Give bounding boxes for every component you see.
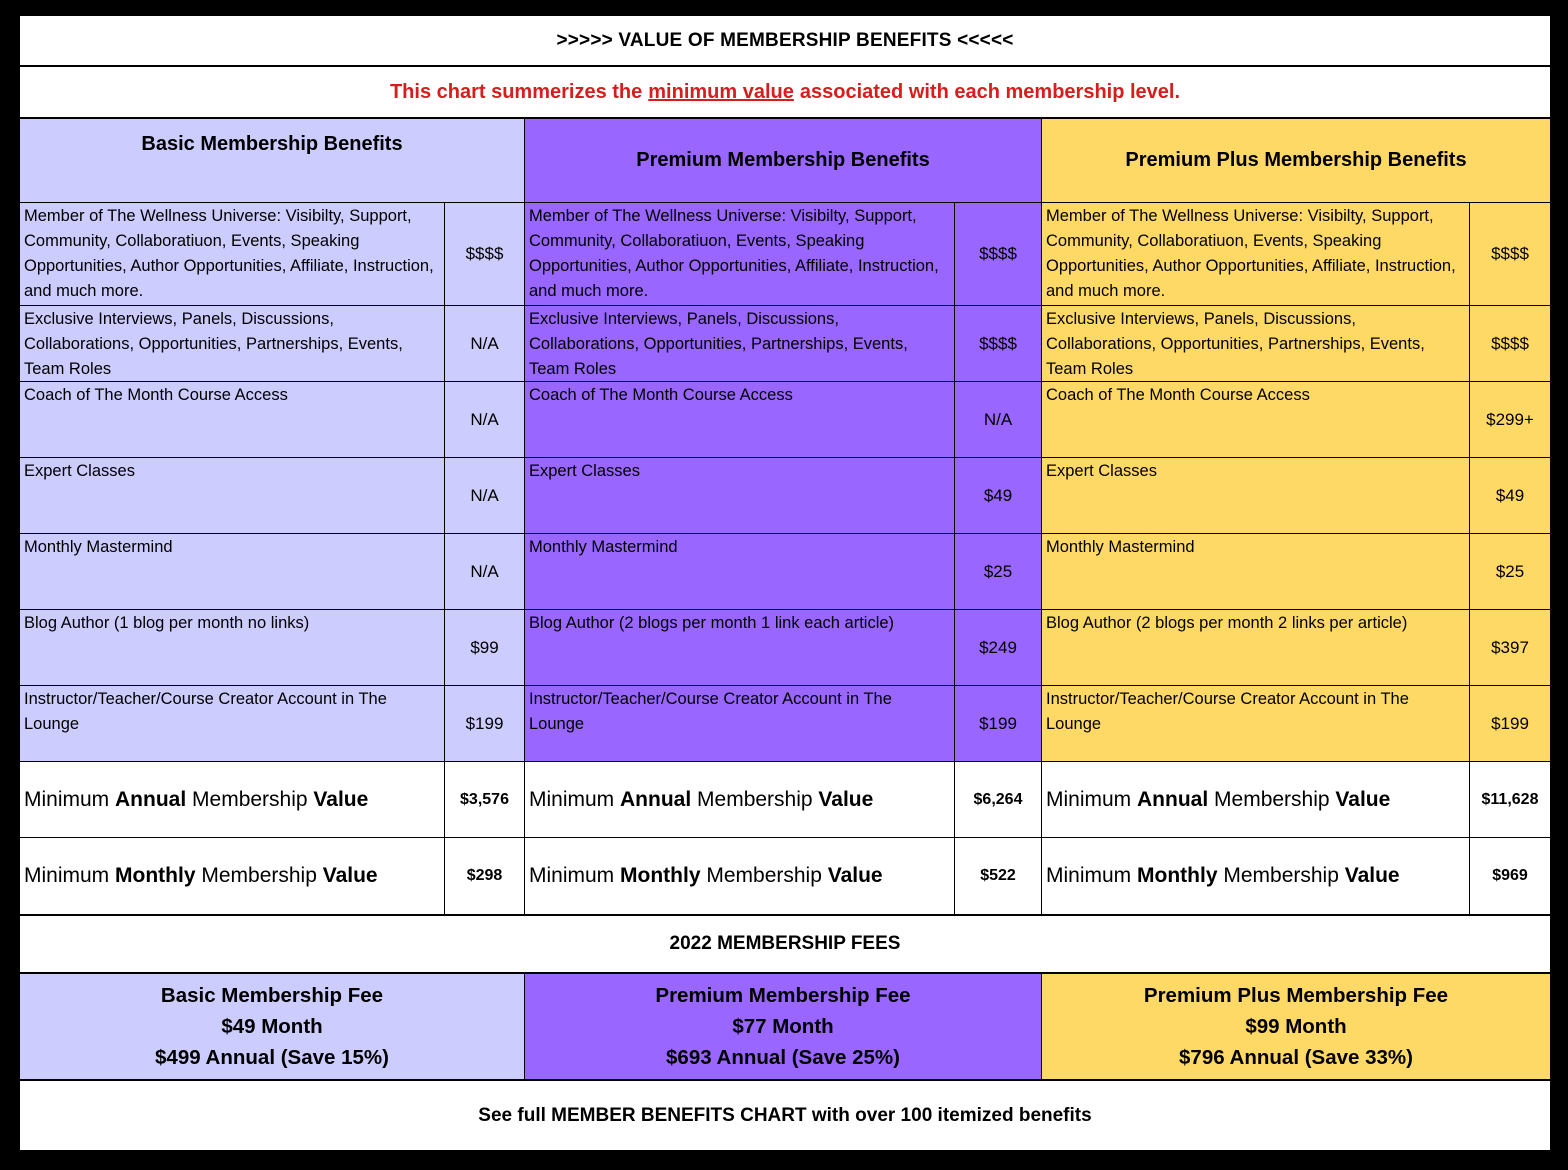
benefit-value: $$$$ <box>955 203 1042 306</box>
label-part: Minimum <box>1046 787 1132 811</box>
benefit-value: $25 <box>1470 534 1550 610</box>
label-part: Minimum <box>24 864 110 887</box>
label-part: Minimum <box>529 864 615 887</box>
benefit-value: $397 <box>1470 610 1550 686</box>
annual-value-amount: $3,576 <box>445 762 525 838</box>
label-part: Membership <box>1223 864 1339 887</box>
benefit-label: Member of The Wellness Universe: Visibilty, Support, Community, Collaboratiuon, Events, Speaking Opportunities, Author Opportunities, Affiliate, Instruction, and much more. <box>525 203 955 306</box>
label-part: Membership <box>201 864 317 887</box>
monthly-value-label <box>20 838 445 914</box>
benefit-label: Exclusive Interviews, Panels, Discussions, Collaborations, Opportunities, Partnerships, Events, Team Roles <box>20 306 445 382</box>
monthly-value-label <box>1042 838 1470 914</box>
fee-name: Basic Membership Fee <box>160 984 384 1007</box>
label-part: Value <box>818 787 874 811</box>
label-part: Value <box>322 864 378 887</box>
monthly-value-amount: $522 <box>955 838 1042 914</box>
benefit-label: Monthly Mastermind <box>20 534 445 610</box>
benefit-value: N/A <box>445 382 525 458</box>
label-part: Monthly <box>1137 864 1218 887</box>
benefit-value: $25 <box>955 534 1042 610</box>
membership-fee <box>525 974 1042 1081</box>
benefit-value: $199 <box>1470 686 1550 762</box>
benefit-label: Expert Classes <box>1042 458 1470 534</box>
benefit-value: $49 <box>1470 458 1550 534</box>
fee-annual: $796 Annual (Save 33%) <box>1179 1046 1413 1069</box>
label-part: Membership <box>697 787 813 811</box>
benefit-label: Monthly Mastermind <box>1042 534 1470 610</box>
label-part: Membership <box>192 787 308 811</box>
benefit-value: N/A <box>445 458 525 534</box>
membership-fee <box>1042 974 1550 1081</box>
label-part: Annual <box>620 787 692 811</box>
subtitle-underlined: minimum value <box>648 80 794 103</box>
benefit-value: $$$$ <box>955 306 1042 382</box>
benefit-label: Coach of The Month Course Access <box>20 382 445 458</box>
annual-value-amount: $11,628 <box>1470 762 1550 838</box>
benefit-label: Instructor/Teacher/Course Creator Account in The Lounge <box>20 686 445 762</box>
benefit-value: $99 <box>445 610 525 686</box>
label-part: Minimum <box>529 787 615 811</box>
label-part: Minimum <box>1046 864 1132 887</box>
benefit-label: Member of The Wellness Universe: Visibilty, Support, Community, Collaboratiuon, Events, Speaking Opportunities, Author Opportunities, Affiliate, Instruction, and much more. <box>20 203 445 306</box>
column-heading: Premium Membership Benefits <box>525 119 1042 203</box>
label-part: Value <box>313 787 369 811</box>
benefit-label: Coach of The Month Course Access <box>525 382 955 458</box>
benefit-label: Coach of The Month Course Access <box>1042 382 1470 458</box>
chart-subtitle <box>20 67 1550 119</box>
chart-title: >>>>> VALUE OF MEMBERSHIP BENEFITS <<<<< <box>20 16 1550 67</box>
benefit-label: Instructor/Teacher/Course Creator Account in The Lounge <box>1042 686 1470 762</box>
label-part: Value <box>827 864 883 887</box>
benefit-value: $249 <box>955 610 1042 686</box>
membership-fee <box>20 974 525 1081</box>
monthly-value-amount: $969 <box>1470 838 1550 914</box>
annual-value-label <box>525 762 955 838</box>
benefit-label: Monthly Mastermind <box>525 534 955 610</box>
annual-value-label <box>20 762 445 838</box>
benefit-label: Exclusive Interviews, Panels, Discussions, Collaborations, Opportunities, Partnerships, Events, Team Roles <box>525 306 955 382</box>
fee-monthly: $77 Month <box>732 1015 834 1038</box>
benefits-chart <box>20 16 1550 1150</box>
fee-annual: $499 Annual (Save 15%) <box>155 1046 389 1069</box>
label-part: Membership <box>706 864 822 887</box>
benefit-value: $$$$ <box>445 203 525 306</box>
benefit-label: Expert Classes <box>525 458 955 534</box>
benefit-label: Instructor/Teacher/Course Creator Account in The Lounge <box>525 686 955 762</box>
label-part: Monthly <box>620 864 701 887</box>
fees-title: 2022 MEMBERSHIP FEES <box>20 914 1550 974</box>
fee-annual: $693 Annual (Save 25%) <box>666 1046 900 1069</box>
label-part: Minimum <box>24 787 110 811</box>
benefit-label: Blog Author (2 blogs per month 1 link each article) <box>525 610 955 686</box>
fee-monthly: $99 Month <box>1245 1015 1347 1038</box>
label-part: Annual <box>1137 787 1209 811</box>
monthly-value-amount: $298 <box>445 838 525 914</box>
fee-name: Premium Plus Membership Fee <box>1143 984 1449 1007</box>
benefit-label: Blog Author (2 blogs per month 2 links per article) <box>1042 610 1470 686</box>
subtitle-before: This chart summerizes the <box>389 80 643 103</box>
monthly-value-label <box>525 838 955 914</box>
subtitle-after: associated with each membership level. <box>799 80 1181 103</box>
benefit-value: $49 <box>955 458 1042 534</box>
label-part: Annual <box>115 787 187 811</box>
annual-value-amount: $6,264 <box>955 762 1042 838</box>
benefit-value: N/A <box>445 306 525 382</box>
benefit-value: $$$$ <box>1470 203 1550 306</box>
benefit-label: Member of The Wellness Universe: Visibilty, Support, Community, Collaboratiuon, Events, Speaking Opportunities, Author Opportunities, Affiliate, Instruction, and much more. <box>1042 203 1470 306</box>
benefit-label: Blog Author (1 blog per month no links) <box>20 610 445 686</box>
fee-monthly: $49 Month <box>221 1015 323 1038</box>
benefit-value: $$$$ <box>1470 306 1550 382</box>
label-part: Monthly <box>115 864 196 887</box>
label-part: Value <box>1335 787 1391 811</box>
benefit-label: Expert Classes <box>20 458 445 534</box>
column-heading: Premium Plus Membership Benefits <box>1042 119 1550 203</box>
benefit-value: $199 <box>955 686 1042 762</box>
benefit-label: Exclusive Interviews, Panels, Discussions, Collaborations, Opportunities, Partnerships, Events, Team Roles <box>1042 306 1470 382</box>
fee-name: Premium Membership Fee <box>655 984 911 1007</box>
benefit-value: N/A <box>955 382 1042 458</box>
benefit-value: $199 <box>445 686 525 762</box>
footer-link-text[interactable]: See full MEMBER BENEFITS CHART with over 100 itemized benefits <box>478 1104 1092 1126</box>
label-part: Value <box>1344 864 1400 887</box>
benefit-value: N/A <box>445 534 525 610</box>
benefit-value: $299+ <box>1470 382 1550 458</box>
annual-value-label <box>1042 762 1470 838</box>
column-heading: Basic Membership Benefits <box>20 119 525 203</box>
label-part: Membership <box>1214 787 1330 811</box>
